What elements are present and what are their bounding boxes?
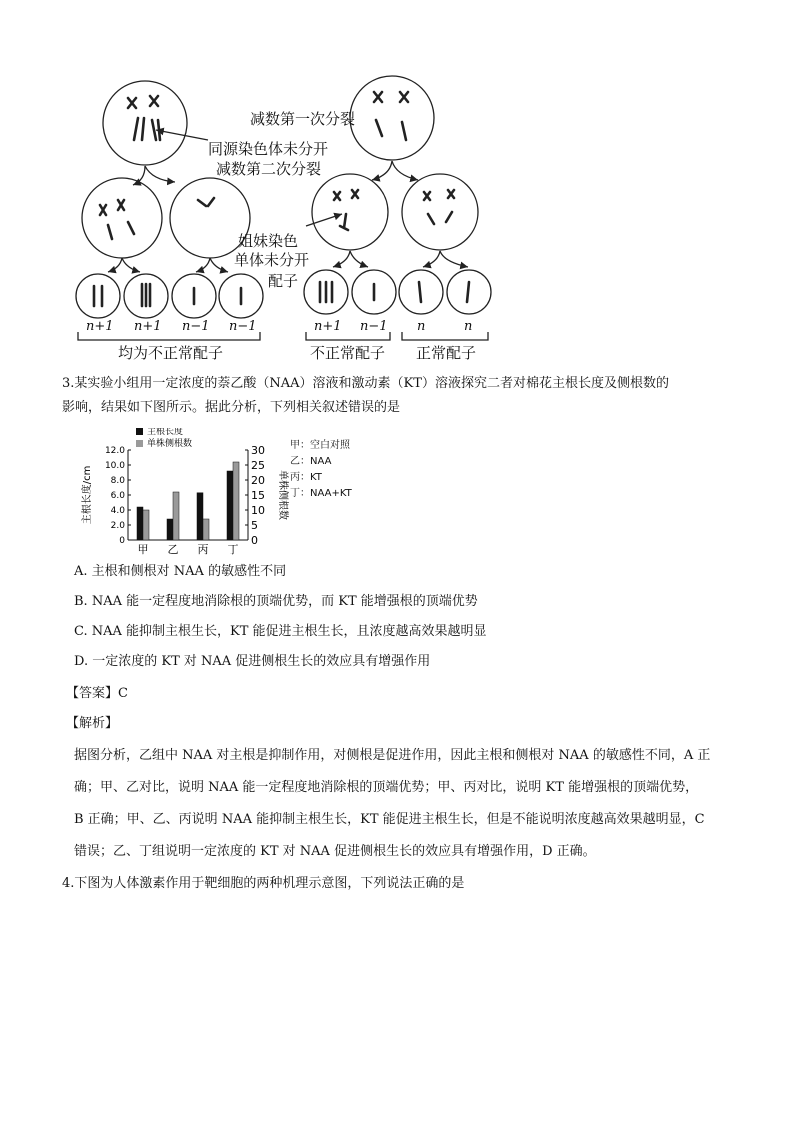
y-axis-left-title: 主根长度/cm	[82, 465, 93, 525]
label-first-division: 减数第一次分裂	[250, 110, 356, 128]
right-tick-label: 30	[251, 444, 265, 457]
right-tick-label: 0	[251, 534, 258, 547]
left-tick-label: 6.0	[110, 491, 125, 501]
right-daughter-cell-2	[402, 174, 478, 250]
bar-main-root	[137, 507, 143, 540]
q3-analysis-line: 确；甲、乙对比，说明 NAA 能一定程度地消除根的顶端优势；甲、丙对比，说明 KT 能增强根的顶端优势，	[74, 780, 699, 795]
left-tick-label: 12.0	[104, 446, 125, 456]
gamete-label: n+1	[86, 319, 114, 334]
gamete-label: n	[417, 319, 426, 334]
label-sister-chromatid-1: 姐妹染色	[238, 232, 299, 250]
gamete-label: n+1	[134, 319, 162, 334]
label-sister-chromatid-2: 单体未分开	[234, 251, 310, 269]
bar-main-root	[227, 471, 233, 540]
left-tick-label: 2.0	[110, 521, 125, 531]
x-tick-label: 甲	[137, 543, 149, 556]
right-daughter-cell-1	[312, 174, 388, 250]
gamete-label: n	[464, 319, 473, 334]
left-parent-cell	[103, 81, 187, 165]
chart-group-legend	[290, 438, 352, 502]
q3-option-d: D. 一定浓度的 KT 对 NAA 促进侧根生长的效应具有增强作用	[74, 654, 431, 669]
q4-stem: 4.下图为人体激素作用于靶细胞的两种机理示意图，下列说法正确的是	[62, 876, 465, 891]
label-gamete: 配子	[268, 272, 299, 290]
q3-analysis-line: B 正确；甲、乙、丙说明 NAA 能抑制主根生长，KT 能促进主根生长，但是不能说明浓度越高效果越明显，C	[74, 812, 705, 827]
x-tick-label: 乙	[167, 543, 179, 556]
label-homologous-not-separated: 同源染色体未分开	[208, 140, 329, 158]
bar-lateral-root	[203, 519, 209, 540]
right-tick-label: 20	[251, 474, 265, 487]
y-axis-right-title: 单株侧根数	[277, 470, 288, 520]
series-legend-label: 单株侧根数	[147, 439, 193, 449]
bar-lateral-root	[233, 462, 239, 540]
left-tick-label: 4.0	[110, 506, 125, 516]
label-second-division: 减数第二次分裂	[216, 160, 322, 178]
gamete-label: n−1	[182, 319, 210, 334]
right-tick-label: 10	[251, 504, 265, 517]
bar-main-root	[197, 493, 203, 540]
group-label-abnormal-all: 均为不正常配子	[118, 344, 224, 362]
bar-main-root	[167, 519, 173, 540]
right-tick-label: 5	[251, 519, 258, 532]
legend-group-jia: 甲：空白对照	[290, 440, 350, 451]
left-daughter-cell-1	[82, 178, 162, 258]
q3-option-c: C. NAA 能抑制主根生长，KT 能促进主根生长，且浓度越高效果越明显	[74, 624, 487, 639]
bar-lateral-root	[143, 510, 149, 540]
q3-option-a: A. 主根和侧根对 NAA 的敏感性不同	[74, 564, 287, 579]
bar-lateral-root	[173, 492, 179, 540]
group-label-abnormal: 不正常配子	[310, 344, 386, 362]
right-parent-cell	[350, 76, 434, 160]
left-tick-label: 10.0	[104, 461, 125, 471]
series-legend-swatch	[136, 440, 143, 447]
q3-stem-line1: 3.某实验小组用一定浓度的萘乙酸（NAA）溶液和激动素（KT）溶液探究二者对棉花主根长度及侧根数的	[62, 376, 669, 391]
legend-group-ding: 丁：NAA+KT	[290, 488, 352, 499]
q3-analysis-line: 错误；乙、丁组说明一定浓度的 KT 对 NAA 促进侧根生长的效应具有增强作用，D 正确。	[74, 844, 596, 859]
q3-stem-line2: 影响，结果如下图所示。据此分析，下列相关叙述错误的是	[62, 400, 401, 415]
q3-option-b: B. NAA 能一定程度地消除根的顶端优势，而 KT 能增强根的顶端优势	[74, 594, 478, 609]
gamete-label: n−1	[229, 319, 257, 334]
left-tick-label: 0	[119, 536, 125, 546]
left-tick-label: 8.0	[110, 476, 125, 486]
legend-group-yi: 乙：NAA	[290, 456, 332, 467]
right-tick-label: 25	[251, 459, 265, 472]
meiosis-diagram	[0, 0, 794, 372]
q3-analysis-title: 【解析】	[66, 716, 119, 731]
x-tick-label: 丙	[197, 543, 209, 556]
q3-analysis-line: 据图分析，乙组中 NAA 对主根是抑制作用，对侧根是促进作用，因此主根和侧根对 NAA 的敏感性不同，A 正	[74, 748, 711, 763]
series-legend-swatch	[136, 428, 143, 435]
x-tick-label: 丁	[227, 543, 239, 556]
series-legend-label: 主根长度	[147, 428, 184, 437]
gamete-label: n−1	[360, 319, 388, 334]
right-tick-label: 15	[251, 489, 265, 502]
q3-answer: 【答案】C	[66, 686, 128, 701]
gamete-label: n+1	[314, 319, 342, 334]
group-label-normal: 正常配子	[416, 344, 477, 362]
legend-group-bing: 丙：KT	[290, 472, 322, 483]
